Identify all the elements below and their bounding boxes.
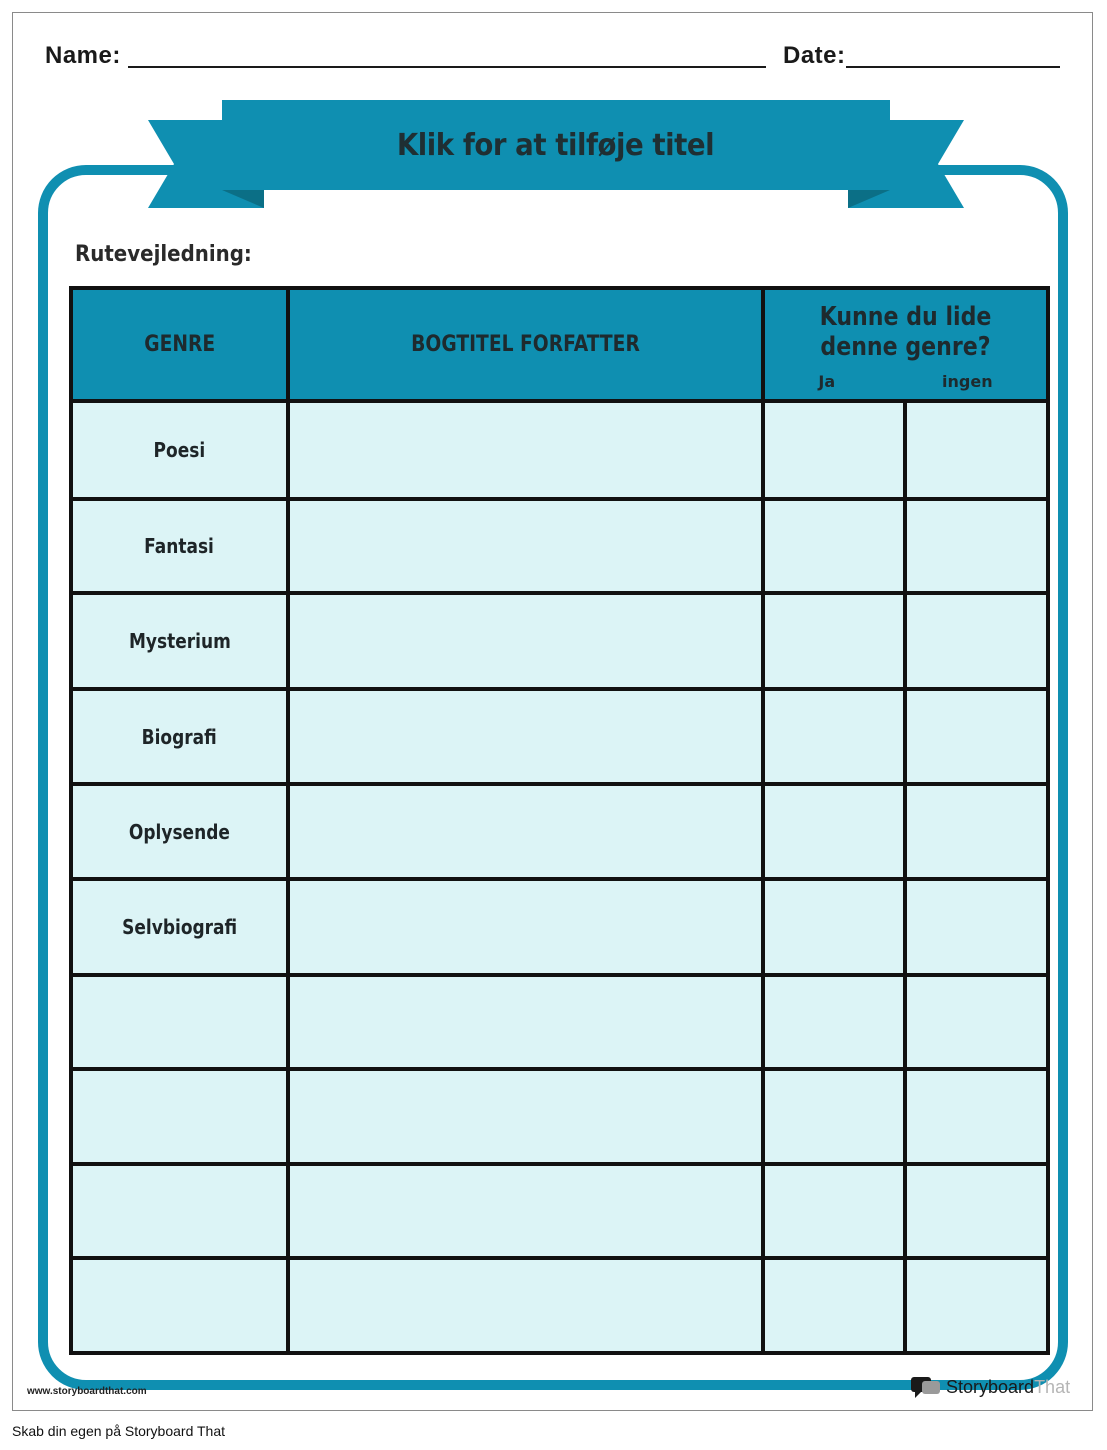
genre-cell[interactable]	[71, 975, 288, 1070]
genre-label: Oplysende	[129, 819, 230, 844]
no-cell[interactable]	[905, 784, 1048, 879]
genre-cell[interactable]	[71, 593, 288, 689]
no-cell[interactable]	[905, 879, 1048, 975]
table-row	[71, 1164, 1048, 1259]
genre-cell[interactable]	[71, 689, 288, 785]
no-cell[interactable]	[905, 499, 1048, 594]
table-row	[71, 879, 1048, 975]
no-cell[interactable]	[905, 593, 1048, 689]
header-book-title-author: BOGTITEL FORFATTER	[288, 288, 763, 401]
book-title-cell[interactable]	[288, 401, 763, 499]
yes-cell[interactable]	[763, 879, 905, 975]
date-line[interactable]	[846, 66, 1060, 68]
yes-cell[interactable]	[763, 689, 905, 785]
yes-cell[interactable]	[763, 1258, 905, 1353]
genre-cell[interactable]	[71, 879, 288, 975]
header-yes: Ja	[818, 372, 836, 391]
no-cell[interactable]	[905, 1164, 1048, 1259]
genre-cell[interactable]	[71, 1164, 288, 1259]
yes-cell[interactable]	[763, 499, 905, 594]
book-title-cell[interactable]	[288, 1258, 763, 1353]
yes-cell[interactable]	[763, 593, 905, 689]
header-genre: GENRE	[71, 288, 288, 401]
book-title-cell[interactable]	[288, 499, 763, 594]
no-cell[interactable]	[905, 689, 1048, 785]
storyboardthat-logo: StoryboardThat	[910, 1375, 1070, 1399]
genre-cell[interactable]	[71, 499, 288, 594]
header-liked-question: Kunne du lide denne genre?	[819, 302, 992, 362]
date-label: Date:	[783, 42, 846, 69]
book-title-cell[interactable]	[288, 784, 763, 879]
genre-label: Poesi	[153, 437, 206, 462]
no-cell[interactable]	[905, 401, 1048, 499]
genre-cell[interactable]	[71, 784, 288, 879]
table-row	[71, 1258, 1048, 1353]
no-cell[interactable]	[905, 975, 1048, 1070]
book-title-cell[interactable]	[288, 689, 763, 785]
table-header-row	[71, 288, 1048, 401]
instructions-label[interactable]: Rutevejledning:	[75, 242, 252, 267]
yes-cell[interactable]	[763, 401, 905, 499]
no-cell[interactable]	[905, 1069, 1048, 1164]
table-row	[71, 401, 1048, 499]
book-title-cell[interactable]	[288, 1069, 763, 1164]
genre-table	[69, 286, 1050, 1355]
genre-label: Biografi	[141, 724, 218, 749]
book-title-cell[interactable]	[288, 879, 763, 975]
genre-label: Selvbiografi	[122, 914, 237, 939]
yes-cell[interactable]	[763, 784, 905, 879]
book-title-cell[interactable]	[288, 593, 763, 689]
header-no: ingen	[942, 372, 993, 391]
genre-cell[interactable]	[71, 1258, 288, 1353]
genre-label: Mysterium	[128, 629, 231, 653]
table-row	[71, 975, 1048, 1070]
watermark-url: www.storyboardthat.com	[27, 1386, 147, 1397]
speech-bubble-icon	[910, 1375, 942, 1399]
footer-text[interactable]: Skab din egen på Storyboard That	[12, 1423, 226, 1439]
table-row	[71, 1069, 1048, 1164]
table-row	[71, 784, 1048, 879]
name-line[interactable]	[128, 66, 766, 68]
yes-cell[interactable]	[763, 1069, 905, 1164]
no-cell[interactable]	[905, 1258, 1048, 1353]
book-title-cell[interactable]	[288, 1164, 763, 1259]
yes-cell[interactable]	[763, 975, 905, 1070]
genre-cell[interactable]	[71, 1069, 288, 1164]
genre-cell[interactable]	[71, 401, 288, 499]
yes-cell[interactable]	[763, 1164, 905, 1259]
table-row	[71, 499, 1048, 594]
name-label: Name:	[45, 42, 121, 69]
table-row	[71, 689, 1048, 785]
book-title-cell[interactable]	[288, 975, 763, 1070]
worksheet-title[interactable]: Klik for at tilføje titel	[396, 127, 715, 163]
genre-label: Fantasi	[144, 533, 215, 558]
header-liked-genre	[763, 288, 1048, 401]
table-row	[71, 593, 1048, 689]
